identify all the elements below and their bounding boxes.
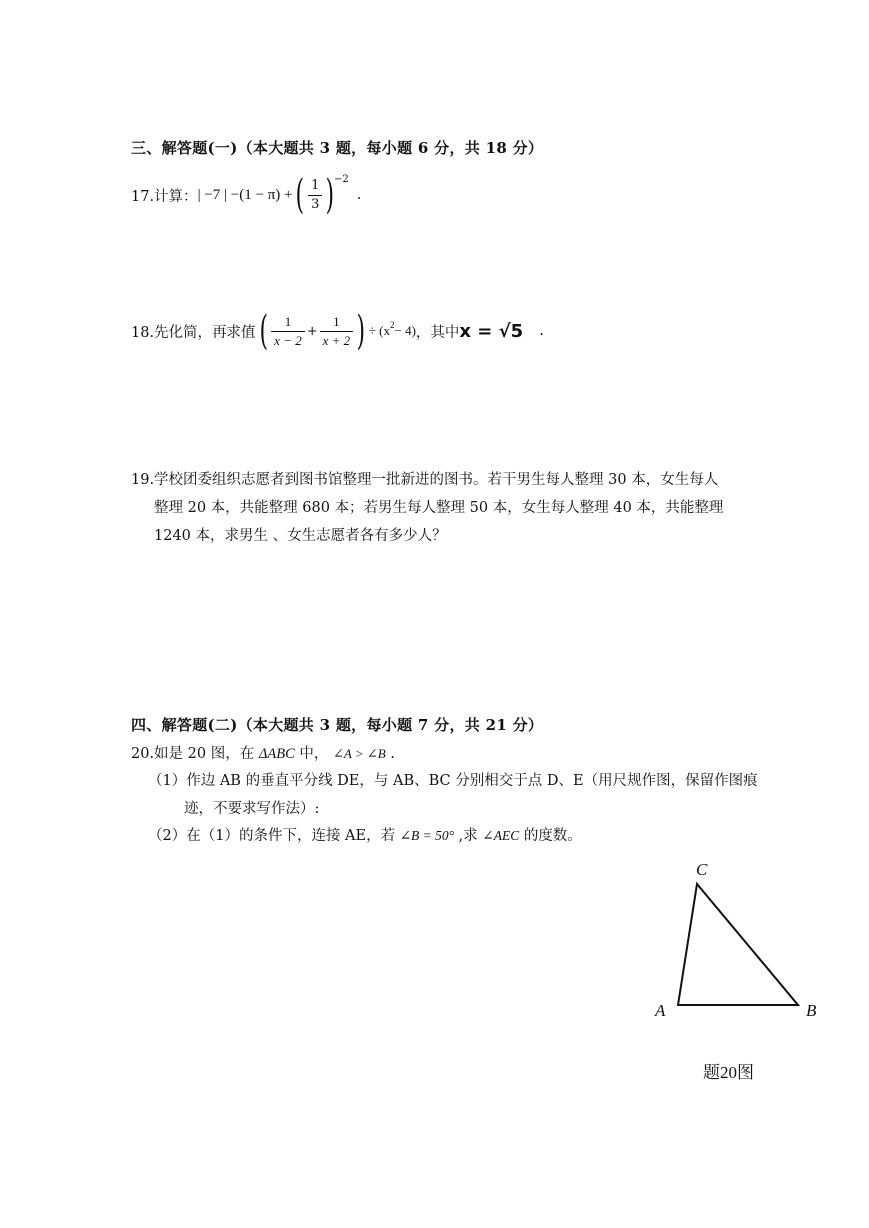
vertex-label-b: B xyxy=(806,1001,817,1020)
vertex-label-c: C xyxy=(696,860,708,879)
q20-part2-angle: ∠AEC xyxy=(482,828,520,843)
q18-given-value: x = √5 xyxy=(459,320,524,342)
q18-fraction-1 xyxy=(271,313,305,350)
q18-plus: + xyxy=(306,323,318,339)
triangle-figure xyxy=(640,855,830,1025)
q18-frac2-den: x + 2 xyxy=(322,332,351,348)
q20-in: 中， xyxy=(299,746,329,762)
q17-exponent: −2 xyxy=(333,174,349,185)
q19-line-2: 整理 20 本，共能整理 680 本；若男生每人整理 50 本，女生每人整理 40 本，共能整理 xyxy=(154,500,724,516)
section-3-title: 三、解答题(一)（本大题共 3 题，每小题 6 分，共 18 分） xyxy=(131,139,544,157)
q17-frac-den: 3 xyxy=(311,196,320,212)
q17-expression: | −7 | −(1 − π) + xyxy=(197,186,293,203)
q18-mid: ，其中 xyxy=(415,324,460,341)
q18-frac1-num: 1 xyxy=(271,313,305,332)
q18-frac1-den: x − 2 xyxy=(274,332,302,348)
q20-part-1-line-1: （1）作边 AB 的垂直平分线 DE，与 AB、BC 分别相交于点 D、E（用尺规作图，保留作图痕 xyxy=(148,773,758,789)
q17-end: . xyxy=(356,187,362,203)
question-17 xyxy=(131,172,361,218)
q18-square: 2 xyxy=(390,320,395,330)
q17-right-paren: ) xyxy=(325,172,335,218)
triangle-abc xyxy=(678,884,798,1005)
q17-left-paren: ( xyxy=(295,172,305,218)
q17-fraction xyxy=(308,177,322,214)
q20-part2-condition: ∠B = 50° xyxy=(399,828,455,843)
q18-left-paren: ( xyxy=(259,308,268,354)
figure-caption: 题20图 xyxy=(703,1063,754,1082)
vertex-label-a: A xyxy=(655,1001,666,1020)
q20-part2-intro: （2）在（1）的条件下，连接 AE，若 xyxy=(148,828,396,844)
q19-line-3: 1240 本，求男生 、女生志愿者各有多少人？ xyxy=(154,528,447,544)
q18-end: . xyxy=(539,323,544,339)
q20-triangle: ΔABC xyxy=(258,746,295,762)
q20-line-1 xyxy=(131,742,395,763)
q18-right-paren: ) xyxy=(356,308,366,354)
q20-part2-end: 的度数。 xyxy=(523,828,582,844)
q18-frac2-num: 1 xyxy=(320,313,354,332)
q18-fraction-2 xyxy=(320,313,354,350)
q20-intro: 20.如是 20 图，在 xyxy=(131,746,255,762)
q17-prefix: 17.计算： xyxy=(131,188,198,205)
q18-prefix: 18.先化简，再求值 xyxy=(131,324,256,341)
question-18 xyxy=(131,308,544,354)
q20-part-1-line-2: 迹，不要求写作法）: xyxy=(184,801,320,817)
q18-divide-end: − 4) xyxy=(394,323,416,338)
q20-part-2 xyxy=(148,824,582,845)
q19-line-1: 19.学校团委组织志愿者到图书馆整理一批新进的图书。若干男生每人整理 30 本，女生每人 xyxy=(131,472,719,488)
section-4-title: 四、解答题(二)（本大题共 3 题，每小题 7 分，共 21 分） xyxy=(131,716,544,734)
q20-part2-ask: ,求 xyxy=(458,828,478,844)
q18-divide: ÷ (x xyxy=(368,323,390,338)
q20-condition: ∠A > ∠B xyxy=(332,746,386,761)
q20-line1-end: . xyxy=(390,746,395,762)
q17-frac-num: 1 xyxy=(308,177,322,196)
